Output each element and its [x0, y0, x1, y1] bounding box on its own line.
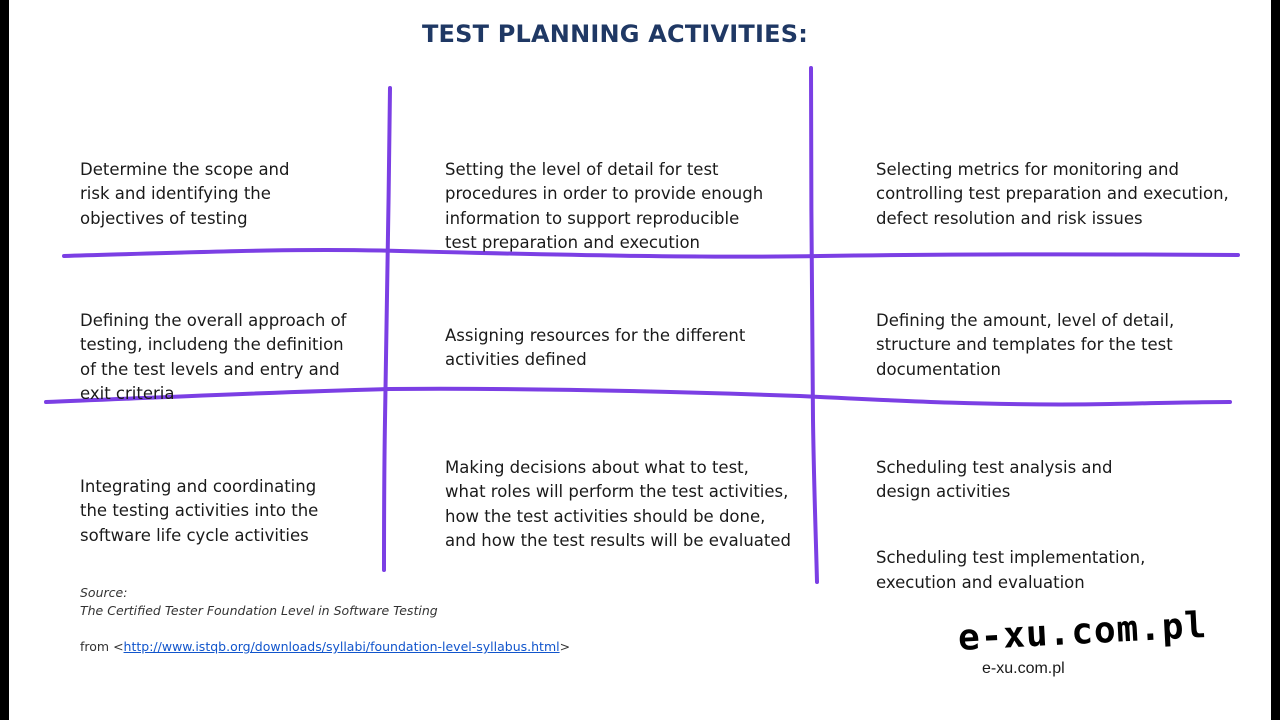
- right-frame-bar: [1271, 0, 1280, 720]
- cell-overall-approach: [80, 284, 346, 432]
- source-from-line: [80, 638, 570, 656]
- cell-text: Assigning resources for the different activities defined: [445, 325, 746, 370]
- brand-logo: e-xu.com.pl: [956, 604, 1209, 659]
- cell-text: Defining the overall approach of testing, includeng the definition of the test levels and entry and exit criteria: [80, 310, 347, 404]
- cell-text: Defining the amount, level of detail, structure and templates for the test documentation: [876, 310, 1175, 379]
- cell-text: Setting the level of detail for test procedures in order to provide enough information to support reproducible test preparation and execution: [445, 159, 764, 253]
- cell-text: Selecting metrics for monitoring and controlling test preparation and execution, defect resolution and risk issues: [876, 159, 1229, 228]
- grid-vertical-line-left: [384, 88, 390, 570]
- from-suffix: >: [559, 639, 571, 654]
- cell-scope-and-risk: [80, 133, 289, 256]
- brand-logo-subtext: e-xu.com.pl: [982, 660, 1065, 677]
- cell-text-implementation: Scheduling test implementation, execution and evaluation: [876, 548, 1146, 592]
- cell-making-decisions: [445, 431, 791, 579]
- cell-text: Determine the scope and risk and identifying the objectives of testing: [80, 159, 290, 228]
- cell-level-of-detail: [445, 133, 763, 281]
- cell-documentation: [876, 284, 1174, 407]
- cell-scheduling: [876, 431, 1145, 620]
- syllabus-link[interactable]: http://www.istqb.org/downloads/syllabi/foundation-level-syllabus.html: [123, 639, 560, 654]
- cell-text: Making decisions about what to test, what roles will perform the test activities, how the test activities should be done, and how the test results will be evaluated: [445, 457, 791, 551]
- slide-title: TEST PLANNING ACTIVITIES:: [421, 20, 809, 48]
- cell-assigning-resources: [445, 299, 745, 397]
- from-prefix: from <: [80, 639, 124, 654]
- cell-integrating: [80, 450, 318, 573]
- source-citation: [80, 584, 438, 620]
- source-title: The Certified Tester Foundation Level in Software Testing: [80, 603, 438, 618]
- grid-vertical-line-right: [811, 68, 817, 582]
- source-label: Source:: [80, 585, 128, 600]
- left-frame-bar: [0, 0, 9, 720]
- cell-text: Integrating and coordinating the testing activities into the software life cycle activities: [80, 476, 319, 545]
- cell-selecting-metrics: [876, 133, 1229, 256]
- cell-text-analysis: Scheduling test analysis and design activities: [876, 457, 1113, 502]
